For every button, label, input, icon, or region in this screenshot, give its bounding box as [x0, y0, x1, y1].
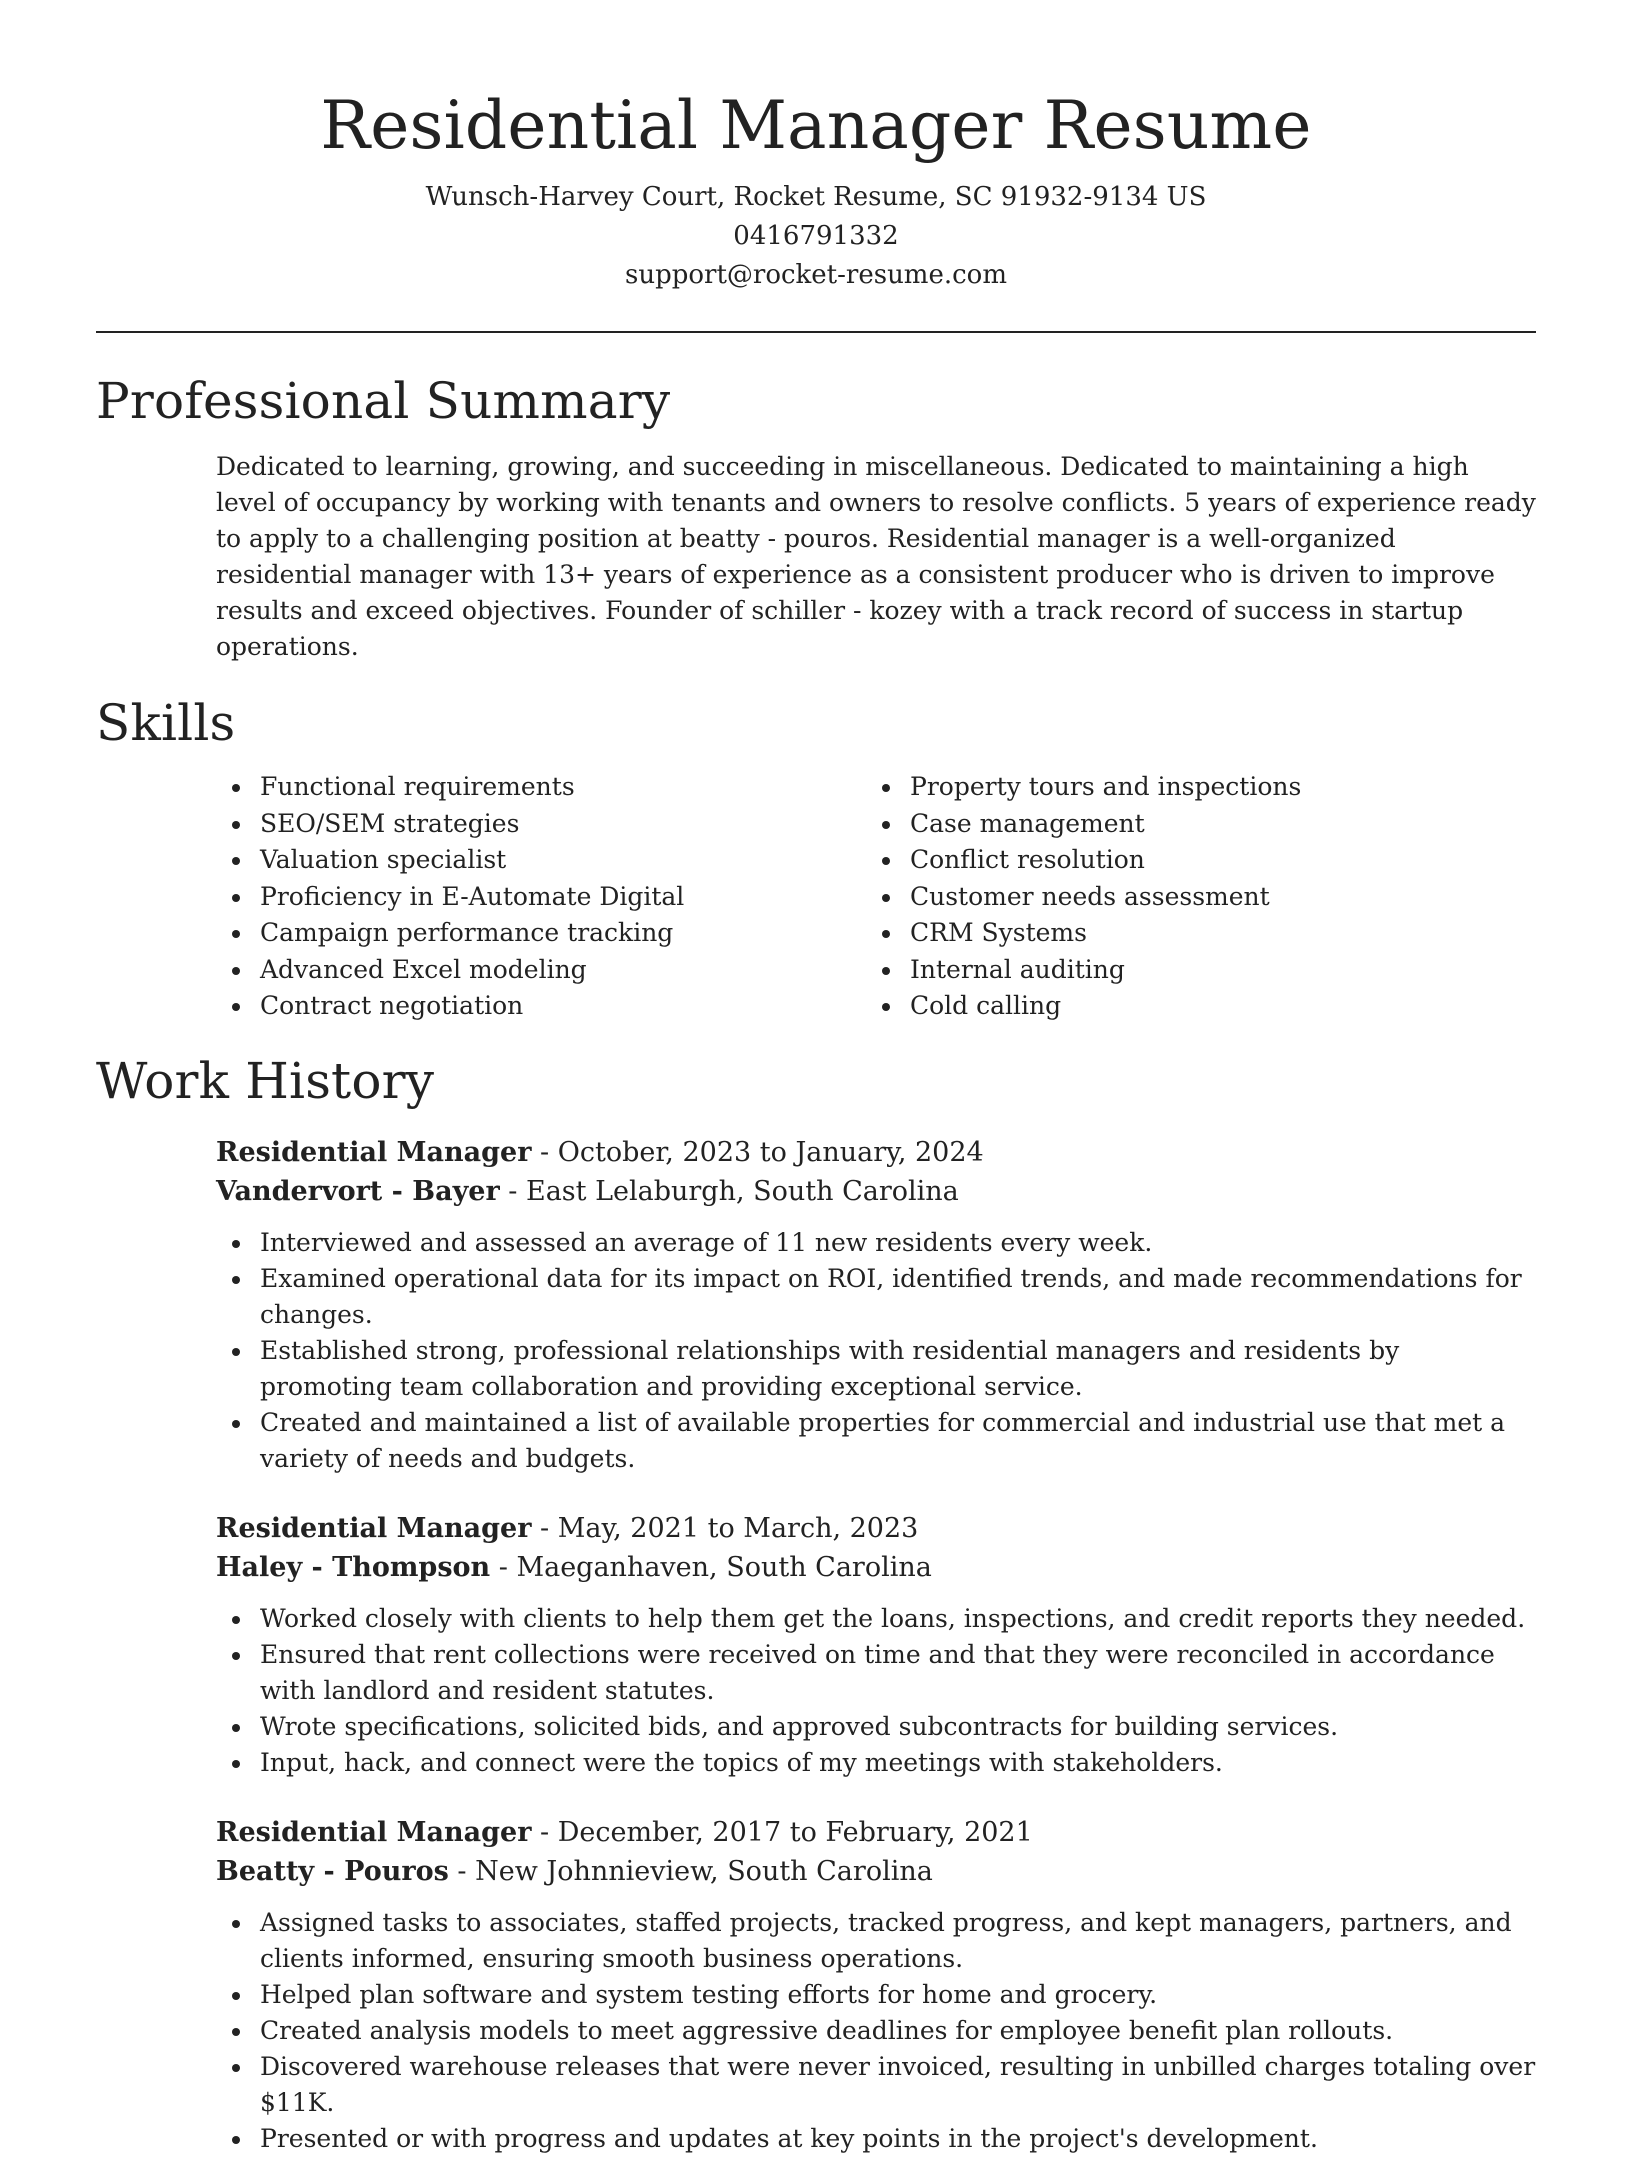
- job-dates: October, 2023 to January, 2024: [557, 1136, 984, 1168]
- skill-item: CRM Systems: [866, 915, 1516, 952]
- contact-phone: 0416791332: [733, 221, 899, 251]
- skill-item: Property tours and inspections: [866, 769, 1516, 806]
- job-location: Maeganhaven, South Carolina: [516, 1551, 932, 1583]
- header-divider: [96, 331, 1536, 333]
- summary-heading: Professional Summary: [96, 372, 671, 430]
- skill-item: Functional requirements: [216, 769, 866, 806]
- job-bullet: Established strong, professional relationships with residential managers and residents by promoting team collaboration and providing exceptional service.: [216, 1333, 1536, 1405]
- job-bullet: Created and maintained a list of available properties for commercial and industrial use that met a variety of needs and budgets.: [216, 1405, 1536, 1477]
- skill-item: Case management: [866, 806, 1516, 843]
- skill-item: Internal auditing: [866, 952, 1516, 989]
- skills-column-right: [866, 769, 1516, 1025]
- job-title: Residential Manager: [216, 1816, 532, 1848]
- job-entry: [216, 1509, 1536, 1781]
- job-bullets: [216, 1601, 1536, 1781]
- skills-heading: Skills: [96, 694, 236, 752]
- job-bullet: Assigned tasks to associates, staffed projects, tracked progress, and kept managers, partners, and clients informed, ensuring smooth business operations.: [216, 1905, 1536, 1977]
- job-bullets: [216, 1905, 1536, 2157]
- job-company-line: Vandervort - Bayer - East Lelaburgh, South Carolina: [216, 1175, 959, 1207]
- skill-item: Proficiency in E-Automate Digital: [216, 879, 866, 916]
- job-title: Residential Manager: [216, 1136, 532, 1168]
- job-bullet: Input, hack, and connect were the topics of my meetings with stakeholders.: [216, 1745, 1536, 1781]
- job-title-line: Residential Manager - December, 2017 to February, 2021: [216, 1816, 1033, 1848]
- job-bullet: Helped plan software and system testing efforts for home and grocery.: [216, 1977, 1536, 2013]
- job-company: Vandervort - Bayer: [216, 1175, 500, 1207]
- skill-item: Campaign performance tracking: [216, 915, 866, 952]
- skill-item: SEO/SEM strategies: [216, 806, 866, 843]
- job-entry: [216, 1813, 1536, 2157]
- contact-block: [96, 178, 1536, 295]
- job-bullet: Examined operational data for its impact on ROI, identified trends, and made recommendations for changes.: [216, 1261, 1536, 1333]
- job-bullet: Interviewed and assessed an average of 11 new residents every week.: [216, 1225, 1536, 1261]
- job-dates: December, 2017 to February, 2021: [557, 1816, 1033, 1848]
- job-company: Beatty - Pouros: [216, 1855, 449, 1887]
- job-dates: May, 2021 to March, 2023: [557, 1512, 919, 1544]
- skill-item: Cold calling: [866, 988, 1516, 1025]
- skill-item: Customer needs assessment: [866, 879, 1516, 916]
- contact-address: Wunsch-Harvey Court, Rocket Resume, SC 91932-9134 US: [425, 182, 1207, 212]
- job-location: New Johnnieview, South Carolina: [475, 1855, 933, 1887]
- job-company-line: Beatty - Pouros - New Johnnieview, South Carolina: [216, 1855, 933, 1887]
- job-title-line: Residential Manager - October, 2023 to January, 2024: [216, 1136, 984, 1168]
- job-title-line: Residential Manager - May, 2021 to March, 2023: [216, 1512, 919, 1544]
- skill-item: Valuation specialist: [216, 842, 866, 879]
- job-location: East Lelaburgh, South Carolina: [525, 1175, 959, 1207]
- job-bullet: Worked closely with clients to help them get the loans, inspections, and credit reports they needed.: [216, 1601, 1536, 1637]
- job-bullet: Discovered warehouse releases that were never invoiced, resulting in unbilled charges totaling over $11K.: [216, 2049, 1536, 2121]
- job-company-line: Haley - Thompson - Maeganhaven, South Carolina: [216, 1551, 932, 1583]
- job-title: Residential Manager: [216, 1512, 532, 1544]
- job-bullet: Created analysis models to meet aggressive deadlines for employee benefit plan rollouts.: [216, 2013, 1536, 2049]
- job-bullet: Ensured that rent collections were received on time and that they were reconciled in accordance with landlord and resident statutes.: [216, 1637, 1536, 1709]
- skills-column-left: [216, 769, 866, 1025]
- contact-email: support@rocket-resume.com: [624, 260, 1007, 290]
- skill-item: Advanced Excel modeling: [216, 952, 866, 989]
- summary-text: Dedicated to learning, growing, and succeeding in miscellaneous. Dedicated to maintaining a high level of occupancy by working with tenants and owners to resolve conflicts. 5 years of experience ready to apply to a challenging position at beatty - pouros. Residential manager is a well-organized residential manager with 13+ years of experience as a consistent producer who is driven to improve results and exceed objectives. Founder of schiller - kozey with a track record of success in startup operations.: [216, 452, 1536, 661]
- job-bullets: [216, 1225, 1536, 1477]
- resume-title: Residential Manager Resume: [320, 87, 1312, 164]
- job-bullet: Presented or with progress and updates at key points in the project's development.: [216, 2121, 1536, 2157]
- skills-list: [216, 769, 1536, 1025]
- work-history-heading: Work History: [96, 1051, 435, 1110]
- job-company: Haley - Thompson: [216, 1551, 491, 1583]
- skill-item: Contract negotiation: [216, 988, 866, 1025]
- job-entry: [216, 1133, 1536, 1477]
- skill-item: Conflict resolution: [866, 842, 1516, 879]
- job-bullet: Wrote specifications, solicited bids, and approved subcontracts for building services.: [216, 1709, 1536, 1745]
